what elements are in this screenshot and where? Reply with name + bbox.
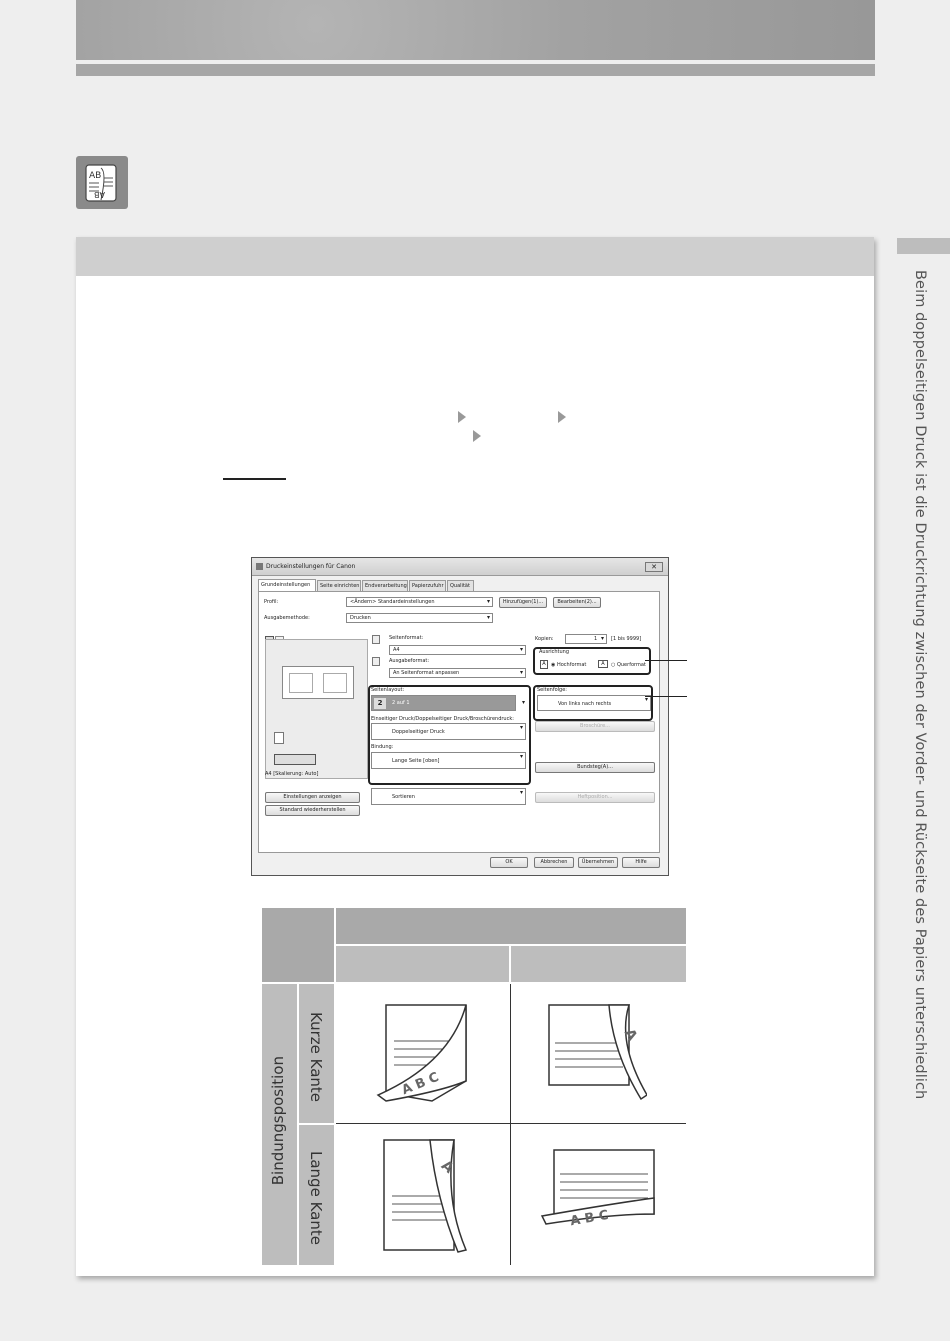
- arrow-icon: [458, 411, 466, 423]
- copies-range: [1 bis 9999]: [611, 636, 642, 642]
- page-size-label: Seitenformat:: [389, 635, 424, 641]
- landscape-radio[interactable]: ○ Querformat: [611, 662, 646, 668]
- close-button[interactable]: ✕: [645, 562, 663, 572]
- booklet-button[interactable]: Broschüre...: [535, 721, 655, 732]
- svg-text:AB: AB: [89, 171, 102, 181]
- output-method-label: Ausgabemethode:: [264, 615, 310, 621]
- print-settings-dialog: [251, 557, 669, 876]
- chevron-down-icon: ▾: [522, 699, 526, 706]
- landscape-icon: A: [598, 660, 608, 668]
- show-settings-button[interactable]: Einstellungen anzeigen: [265, 792, 360, 803]
- profile-label: Profil:: [264, 599, 279, 605]
- page-layout-label: Seitenlayout:: [371, 687, 405, 693]
- row-label: Lange Kante: [307, 1151, 325, 1245]
- staple-position-button[interactable]: Heftposition...: [535, 792, 655, 803]
- edit-profile-button[interactable]: Bearbeiten(2)...: [553, 597, 601, 608]
- svg-text:A: A: [620, 1026, 641, 1044]
- row-label-cell: [299, 1125, 334, 1265]
- dialog-title: Druckeinstellungen für Canon: [266, 563, 356, 570]
- add-profile-button[interactable]: Hinzufügen(1)...: [499, 597, 547, 608]
- page-size-select[interactable]: A4 ▾: [389, 645, 526, 655]
- row-label: Kurze Kante: [307, 1012, 325, 1103]
- binding-label: Bindung:: [371, 744, 394, 750]
- table-header: [336, 908, 686, 944]
- printer-output-icon: [372, 657, 380, 666]
- page-flip-illustration: [547, 1003, 647, 1103]
- tab-finishing[interactable]: Endverarbeitung: [362, 580, 408, 591]
- callout-line: [645, 660, 687, 661]
- table-subheader: [511, 946, 686, 982]
- tab-pane-basic: [258, 591, 660, 853]
- preview-page: [323, 673, 347, 693]
- preview-caption: A4 [Skalierung: Auto]: [265, 771, 319, 777]
- svg-text:A: A: [437, 1157, 457, 1177]
- side-tab-marker: [897, 238, 950, 254]
- svg-text:A B C: A B C: [399, 1069, 442, 1099]
- page-flip-illustration: [372, 1003, 472, 1103]
- side-caption: Beim doppelseitigen Druck ist die Druckrichtung zwischen der Vorder- und Rückseite des Papiers unterschiedlich: [912, 270, 928, 1100]
- copies-icon: [274, 732, 284, 744]
- tab-basic[interactable]: Grundeinstellungen: [258, 579, 316, 592]
- landscape-label: Querformat: [616, 662, 646, 668]
- gutter-button[interactable]: Bundsteg(A)...: [535, 762, 655, 773]
- row-label-cell: [299, 984, 334, 1123]
- row-group-label: Bindungsposition: [269, 1056, 287, 1186]
- sort-select[interactable]: Sortieren ▾: [371, 788, 526, 805]
- preview-page: [289, 673, 313, 693]
- svg-text:AB: AB: [94, 190, 105, 199]
- header-band: [76, 0, 875, 60]
- copies-input[interactable]: 1 ▾: [565, 634, 607, 644]
- page-size-icon: [372, 635, 380, 644]
- output-size-label: Ausgabeformat:: [389, 658, 430, 664]
- copies-label: Kopien:: [535, 636, 554, 642]
- page-layout-num: 2: [374, 698, 386, 709]
- page-flip-illustration: [382, 1138, 472, 1253]
- header-rule: [76, 64, 875, 76]
- duplex-label: Einseitiger Druck/Doppelseitiger Druck/Broschürendruck:: [371, 716, 514, 722]
- output-method-select[interactable]: Drucken ▾: [346, 613, 493, 623]
- profile-select[interactable]: <Ändern> Standardeinstellungen ▾: [346, 597, 493, 607]
- binding-select[interactable]: Lange Seite [oben] ▾: [371, 752, 526, 769]
- output-size-select[interactable]: An Seitenformat anpassen ▾: [389, 668, 526, 678]
- tab-paper-source[interactable]: Papierzufuhr: [409, 580, 446, 591]
- svg-text:A B C: A B C: [569, 1207, 610, 1230]
- page-order-label: Seitenfolge:: [537, 687, 567, 693]
- arrow-icon: [558, 411, 566, 423]
- arrow-icon: [473, 430, 481, 442]
- printer-icon: [256, 563, 263, 570]
- view-buttons[interactable]: [274, 754, 316, 765]
- page-order-select[interactable]: Von links nach rechts ▾: [537, 695, 651, 711]
- preview-sheet: [282, 666, 354, 699]
- callout-line: [645, 696, 687, 697]
- ok-button[interactable]: OK: [490, 857, 528, 868]
- help-button[interactable]: Hilfe: [622, 857, 660, 868]
- tab-page-setup[interactable]: Seite einrichten: [317, 580, 361, 591]
- page-layout-select[interactable]: [371, 695, 526, 711]
- portrait-icon: A: [540, 660, 548, 669]
- underline-mark: [223, 478, 286, 480]
- cancel-button[interactable]: Abbrechen: [534, 857, 574, 868]
- tab-quality[interactable]: Qualität: [447, 580, 474, 591]
- manual-icon: [76, 156, 128, 209]
- apply-button[interactable]: Übernehmen: [578, 857, 618, 868]
- table-subheader: [336, 946, 509, 982]
- row-divider: [336, 1123, 686, 1124]
- column-divider: [510, 984, 511, 1265]
- card-header-bar: [76, 237, 874, 276]
- portrait-label: Hochformat: [556, 662, 587, 668]
- layout-preview: [265, 639, 368, 779]
- binding-table: [262, 908, 686, 1265]
- row-group-cell: [262, 984, 297, 1265]
- table-corner: [262, 908, 334, 982]
- orientation-label: Ausrichtung: [539, 649, 570, 655]
- page-flip-illustration: [540, 1148, 660, 1238]
- portrait-radio[interactable]: ◉ Hochformat: [551, 662, 587, 668]
- dialog-titlebar: [252, 558, 668, 576]
- restore-defaults-button[interactable]: Standard wiederherstellen: [265, 805, 360, 816]
- duplex-select[interactable]: Doppelseitiger Druck ▾: [371, 723, 526, 740]
- page-layout-value: 2 auf 1: [392, 700, 410, 706]
